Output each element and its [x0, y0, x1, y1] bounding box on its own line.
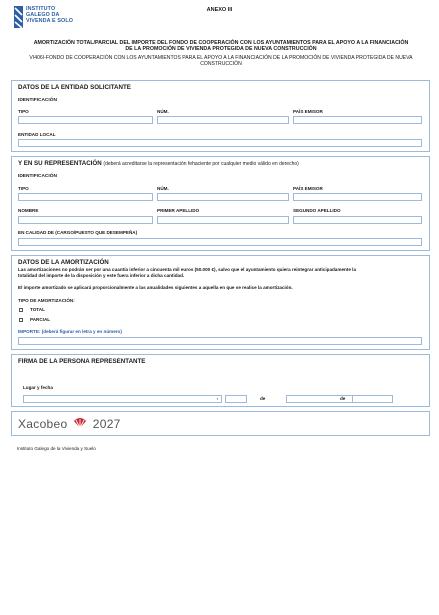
rep-name-label: NOMBRE — [18, 208, 39, 213]
amortization-section — [11, 255, 430, 350]
rep-num-label: NÚM. — [157, 186, 169, 191]
rep-type-field[interactable] — [18, 193, 153, 201]
logo-line-1: INSTITUTO — [26, 6, 56, 12]
applicant-section-title: DATOS DE LA ENTIDAD SOLICITANTE — [18, 84, 131, 91]
amount-field[interactable] — [18, 337, 422, 345]
year-field[interactable] — [352, 395, 393, 403]
scallop-shell-icon — [73, 417, 87, 429]
applicant-country-label: PAÍS EMISOR — [293, 109, 323, 114]
amortization-type-label: TIPO DE AMORTIZACIÓN: — [18, 298, 75, 303]
rep-num-field[interactable] — [157, 193, 289, 201]
signature-section — [11, 354, 430, 407]
annex-label: ANEXO III — [206, 7, 233, 13]
rep-role-field[interactable] — [18, 238, 422, 246]
signature-section-title: FIRMA DE LA PERSONA REPRESENTANTE — [18, 358, 146, 365]
form-title-line-1: AMORTIZACIÓN TOTAL/PARCIAL DEL IMPORTE DEL FONDO DE COOPERACIÓN CON LOS AYUNTAMIENTOS PARA EL APOYO A LA FINANCIACIÓN — [33, 40, 409, 46]
applicant-num-field[interactable] — [157, 116, 289, 124]
applicant-num-label: NÚM. — [157, 109, 169, 114]
applicant-type-field[interactable] — [18, 116, 153, 124]
of-label-1: de — [260, 396, 266, 401]
rep-name-field[interactable] — [18, 216, 153, 224]
form-title — [14, 40, 428, 53]
form-subtitle — [14, 55, 428, 68]
rep-surname1-field[interactable] — [157, 216, 289, 224]
applicant-type-label: TIPO — [18, 109, 29, 114]
amount-label: IMPORTE: (deberá figurar en letra y en número) — [18, 329, 122, 334]
logo-line-3: VIVENDA E SOLO — [26, 18, 74, 24]
representative-title-text: Y EN SU REPRESENTACIÓN — [18, 160, 102, 167]
of-label-2: de — [340, 396, 346, 401]
applicant-country-field[interactable] — [293, 116, 422, 124]
applicant-section — [11, 80, 430, 152]
form-subtitle-line-2: CONSTRUCCIÓN — [200, 61, 242, 68]
amortization-text-1-line-2: totalidad del importe de la disposición y este fuera inferior a dicha cantidad. — [18, 273, 185, 279]
comma-separator: , — [217, 395, 219, 400]
xacobeo-logo — [18, 417, 121, 431]
place-date-label: Lugar y fecha — [23, 385, 53, 390]
partial-checkbox[interactable] — [19, 318, 23, 322]
xacobeo-text: Xacobeo — [18, 417, 68, 431]
xacobeo-year: 2027 — [92, 417, 121, 431]
day-field[interactable] — [225, 395, 247, 403]
amortization-text-1 — [18, 267, 422, 279]
local-entity-field[interactable] — [18, 139, 422, 147]
rep-role-label: EN CALIDAD DE (CARGO/PUESTO QUE DESEMPEÑA) — [18, 230, 138, 235]
place-field[interactable] — [23, 395, 222, 403]
rep-surname2-field[interactable] — [293, 216, 422, 224]
amortization-text-2: El importe amortizado se aplicará proporcionalmente a las anualidades siguientes a aquella en que se realice la amortización. — [18, 285, 293, 290]
form-subtitle-line-1: VI406I-FONDO DE COOPERACIÓN CON LOS AYUNTAMIENTOS PARA EL APOYO A LA FINANCIACIÓN DE LA PROMOCIÓN DE VIVIENDA PROTEGIDA DE NUEVA — [29, 55, 413, 61]
total-option-label: TOTAL — [30, 307, 45, 312]
applicant-identification-label: IDENTIFICACIÓN — [18, 98, 57, 103]
representative-section — [11, 156, 430, 251]
representative-identification-label: IDENTIFICACIÓN — [18, 174, 57, 179]
logo-line-2: GALEGO DA — [26, 12, 60, 18]
amortization-section-title: DATOS DE LA AMORTIZACIÓN — [18, 259, 109, 266]
rep-surname2-label: SEGUNDO APELLIDO — [293, 208, 341, 213]
rep-country-field[interactable] — [293, 193, 422, 201]
rep-type-label: TIPO — [18, 186, 29, 191]
rep-country-label: PAÍS EMISOR — [293, 186, 323, 191]
total-checkbox[interactable] — [19, 308, 23, 312]
rep-surname1-label: PRIMER APELLIDO — [157, 208, 200, 213]
partial-option-label: PARCIAL — [30, 317, 51, 322]
form-title-line-2: DE LA PROMOCIÓN DE VIVIENDA PROTEGIDA DE NUEVA CONSTRUCCIÓN — [125, 46, 317, 53]
representative-note: (deberá acreditarse la representación fehaciente por cualquier medio válido en derecho) — [103, 161, 299, 167]
footer-text: Instituto Galego de la Vivienda y Suelo — [17, 446, 96, 451]
amortization-text-1-line-1: Las amortizaciones no podrán ser por una cuantía inferior a cincuenta mil euros (50.000 €), salvo que el ayuntamiento quiera reintegrar anticipadamente la — [18, 267, 356, 272]
representative-section-title — [18, 160, 299, 167]
local-entity-label: ENTIDAD LOCAL — [18, 132, 56, 137]
